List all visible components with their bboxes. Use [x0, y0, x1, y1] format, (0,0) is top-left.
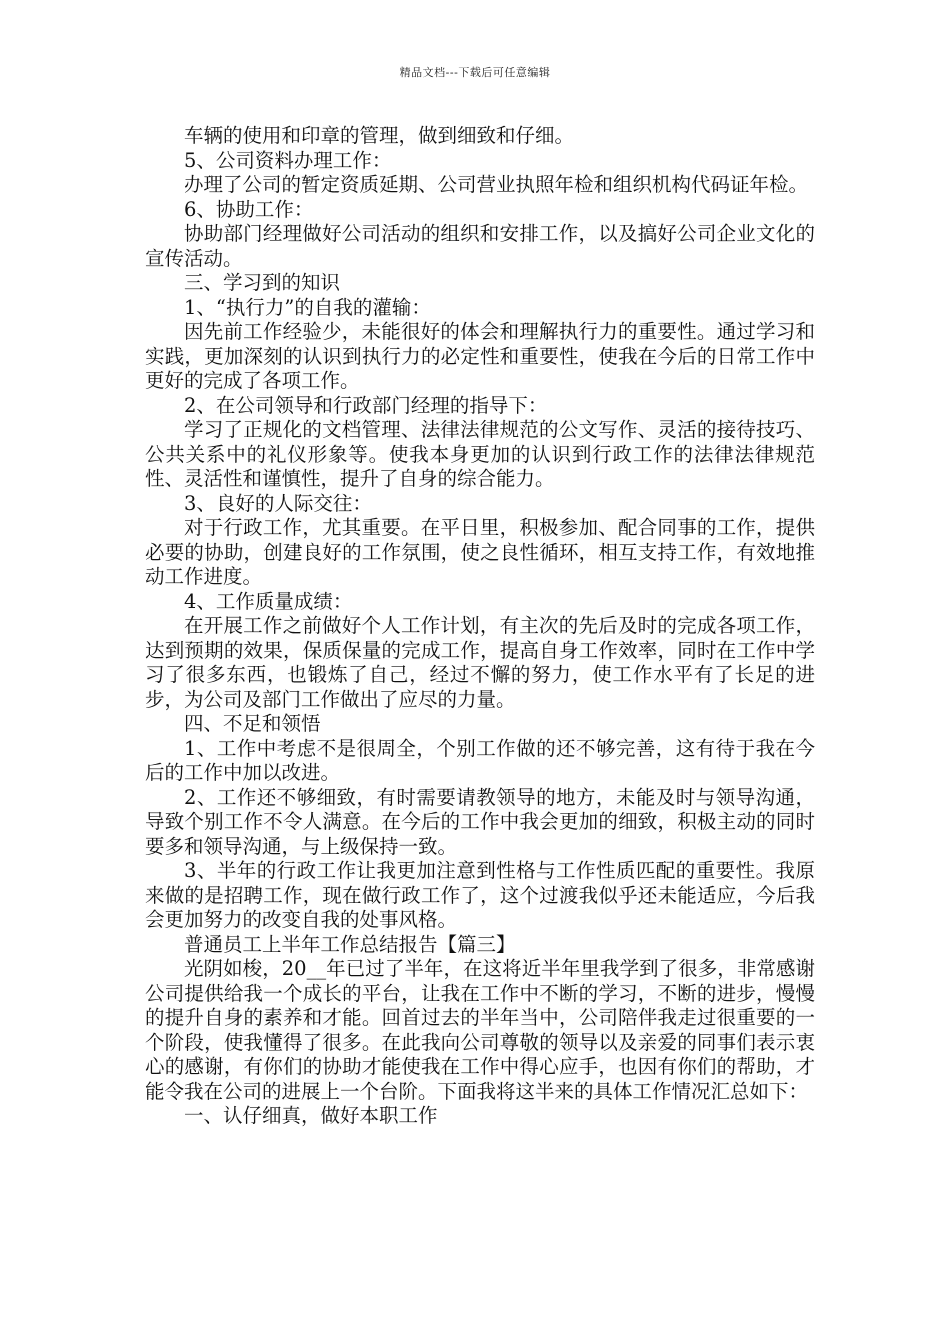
paragraph-shortcoming-3: 3、半年的行政工作让我更加注意到性格与工作性质匹配的重要性。我原来做的是招聘工作，现在做行政工作了，这个过渡我似乎还未能适应，今后我会更加努力的改变自我的处事风格。 — [145, 859, 815, 931]
paragraph-intro-part-3: 光阴如梭，20__年已过了半年，在这将近半年里我学到了很多，非常感谢公司提供给我一个成长的平台，让我在工作中不断的学习，不断的进步，慢慢的提升自身的素养和才能。回首过去的半年当中，公司陪伴我走过很重要的一个阶段，使我懂得了很多。在此我向公司尊敬的领导以及亲爱的同事们表示衷心的感谢，有你们的协助才能使我在工作中得心应手，也因有你们的帮助，才能令我在公司的进展上一个台阶。下面我将这半来的具体工作情况汇总如下： — [145, 957, 815, 1103]
paragraph-execution: 因先前工作经验少，未能很好的体会和理解执行力的重要性。通过学习和实践，更加深刻的认识到执行力的必定性和重要性，使我在今后的日常工作中更好的完成了各项工作。 — [145, 320, 815, 392]
paragraph-assist-work: 协助部门经理做好公司活动的组织和安排工作，以及搞好公司企业文化的宣传活动。 — [145, 222, 815, 270]
article-title-part-3: 普通员工上半年工作总结报告【篇三】 — [184, 932, 516, 956]
paragraph-vehicle-seal: 车辆的使用和印章的管理，做到细致和仔细。 — [184, 124, 575, 147]
section-heading-3: 三、学习到的知识 — [184, 271, 341, 294]
subheading-guidance: 2、在公司领导和行政部门经理的指导下： — [184, 393, 548, 417]
item-heading-5: 5、公司资料办理工作： — [184, 148, 392, 172]
subheading-quality: 4、工作质量成绩： — [184, 589, 353, 613]
subheading-execution: 1、“执行力”的自我的灌输： — [184, 295, 431, 319]
paragraph-quality: 在开展工作之前做好个人工作计划，有主次的先后及时的完成各项工作，达到预期的效果，保质保量的完成工作，提高自身工作效率，同时在工作中学习了很多东西，也锻炼了自己，经过不懈的努力，使工作水平有了长足的进步，为公司及部门工作做出了应尽的力量。 — [145, 614, 815, 711]
item-heading-6: 6、协助工作： — [184, 197, 314, 221]
page-header: 精品文档---下载后可任意编辑 — [399, 66, 551, 79]
subheading-interpersonal: 3、良好的人际交往： — [184, 491, 372, 515]
section-heading-4: 四、不足和领悟 — [184, 712, 321, 735]
paragraph-shortcoming-2: 2、工作还不够细致，有时需要请教领导的地方，未能及时与领导沟通，导致个别工作不令人满意。在今后的工作中我会更加的细致，积极主动的同时要多和领导沟通，与上级保持一致。 — [145, 785, 815, 858]
paragraph-guidance: 学习了正规化的文档管理、法律法律规范的公文写作、灵活的接待技巧、公共关系中的礼仪形象等。使我本身更加的认识到行政工作的法律法律规范性、灵活性和谨慎性，提升了自身的综合能力。 — [145, 418, 815, 490]
paragraph-company-documents: 办理了公司的暂定资质延期、公司营业执照年检和组织机构代码证年检。 — [184, 173, 809, 196]
paragraph-interpersonal: 对于行政工作，尤其重要。在平日里，积极参加、配合同事的工作，提供必要的协助，创建良好的工作氛围，使之良性循环，相互支持工作，有效地推动工作进度。 — [145, 516, 815, 588]
section-heading-1-part-3: 一、认仔细真，做好本职工作 — [184, 1104, 438, 1127]
document-body — [145, 124, 815, 1129]
paragraph-shortcoming-1: 1、工作中考虑不是很周全，个别工作做的还不够完善，这有待于我在今后的工作中加以改进。 — [145, 736, 815, 784]
